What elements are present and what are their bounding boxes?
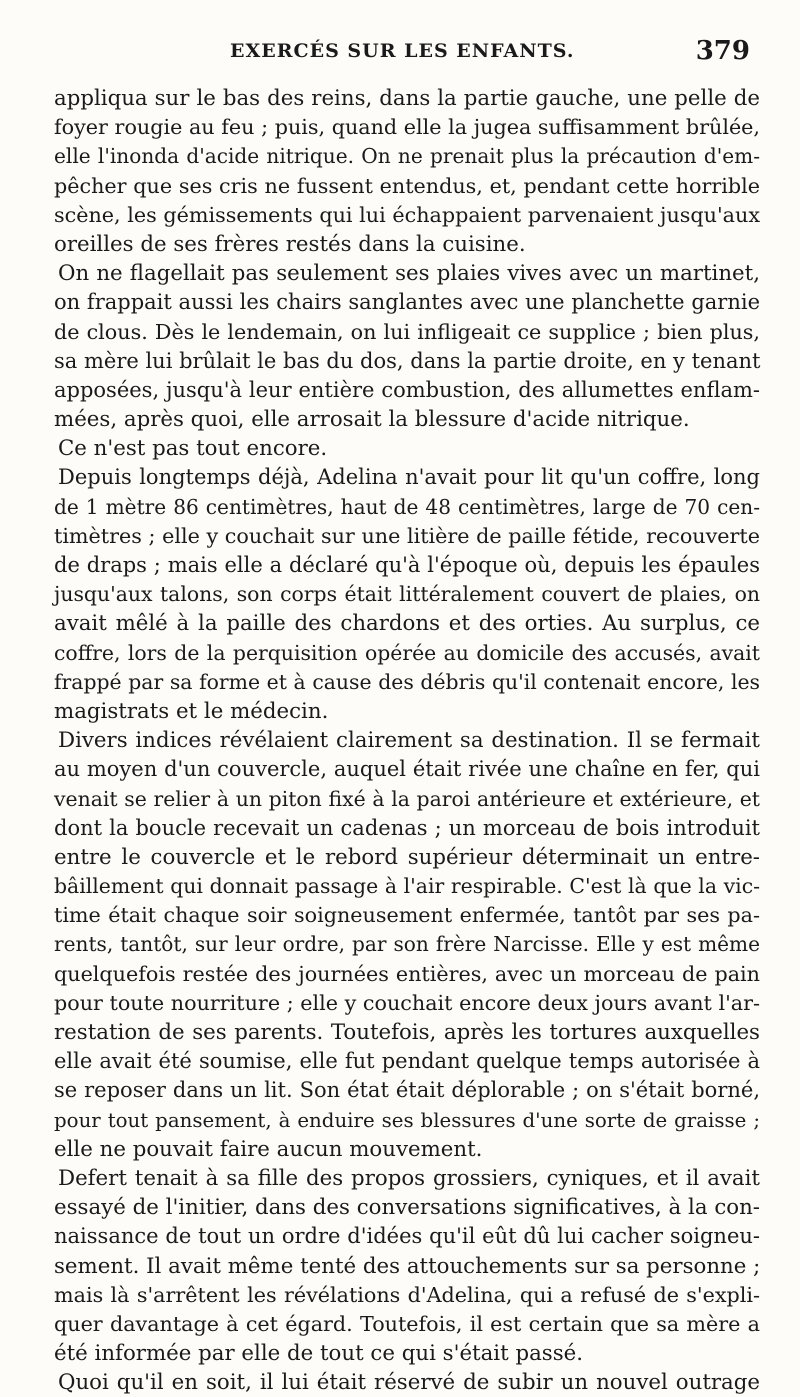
running-title: EXERCÉS SUR LES ENFANTS.: [230, 40, 575, 62]
text-line: dont la boucle recevait un cadenas ; un morceau de bois introduit: [54, 815, 760, 840]
text-line: sement. Il avait même tenté des attouchements sur sa personne ;: [54, 1253, 761, 1279]
page-header: [60, 36, 760, 76]
text-line: sa mère lui brûlait le bas du dos, dans la partie droite, en y tenant: [54, 348, 761, 373]
text-line: Depuis longtemps déjà, Adelina n'avait pour lit qu'un coffre, long: [58, 465, 760, 490]
text-line: frappé par sa forme et à cause des débris qu'il contenait encore, les: [54, 669, 760, 694]
text-line: appliqua sur le bas des reins, dans la partie gauche, une pelle de: [54, 86, 760, 111]
text-line: mées, après quoi, elle arrosait la blessure d'acide nitrique.: [54, 407, 690, 433]
text-line: essayé de l'initier, dans des conversations significatives, à la con-: [54, 1195, 760, 1221]
text-line: rents, tantôt, sur leur ordre, par son frère Narcisse. Elle y est même: [54, 932, 760, 957]
text-line: Defert tenait à sa fille des propos grossiers, cyniques, et il avait: [58, 1165, 760, 1191]
body-text: [54, 84, 760, 1397]
text-line: bâillement qui donnait passage à l'air respirable. C'est là que la vic-: [54, 874, 760, 899]
text-line: timètres ; elle y couchait sur une litière de paille fétide, recouverte: [54, 523, 760, 548]
text-line: elle avait été soumise, elle fut pendant quelque temps autorisée à: [54, 1049, 760, 1074]
text-line: coffre, lors de la perquisition opérée au domicile des accusés, avait: [54, 640, 760, 665]
text-line: on frappait aussi les chairs sanglantes avec une planchette garnie: [54, 290, 760, 315]
text-line: elle l'inonda d'acide nitrique. On ne prenait plus la précaution d'em-: [54, 144, 760, 169]
text-line: apposées, jusqu'à leur entière combustion, des allumettes enflam-: [54, 377, 760, 402]
text-line: scène, les gémissements qui lui échappaient parvenaient jusqu'aux: [54, 202, 760, 227]
text-line: time était chaque soir soigneusement enfermée, tantôt par ses pa-: [54, 903, 760, 928]
text-line: pêcher que ses cris ne fussent entendus, et, pendant cette horrible: [54, 173, 760, 198]
text-line: elle ne pouvait faire aucun mouvement.: [54, 1136, 483, 1162]
text-line: Quoi qu'il en soit, il lui était réservé de subir un nouvel outrage: [58, 1370, 760, 1396]
text-line: avait mêlé à la paille des chardons et des orties. Au surplus, ce: [54, 611, 760, 637]
text-line: quelquefois restée des journées entières, avec un morceau de pain: [54, 961, 760, 986]
text-line: au moyen d'un couvercle, auquel était rivée une chaîne en fer, qui: [54, 757, 760, 782]
text-line: Ce n'est pas tout encore.: [58, 436, 328, 462]
text-line: jusqu'aux talons, son corps était littéralement couvert de plaies, on: [54, 582, 760, 607]
page-number: 379: [695, 36, 750, 66]
text-line: pour toute nourriture ; elle y couchait encore deux jours avant l'ar-: [54, 990, 760, 1015]
text-line: entre le couvercle et le rebord supérieur déterminait un entre-: [54, 844, 760, 870]
text-line: foyer rougie au feu ; puis, quand elle la jugea suffisamment brûlée,: [54, 115, 760, 140]
text-line: quer davantage à cet égard. Toutefois, il est certain que sa mère a: [54, 1311, 760, 1336]
text-line: Divers indices révélaient clairement sa destination. Il se fermait: [58, 728, 760, 754]
text-line: été informée par elle de tout ce qui s'était passé.: [54, 1341, 584, 1367]
text-line: naissance de tout un ordre d'idées qu'il eût dû lui cacher soigneu-: [54, 1224, 760, 1249]
text-line: de 1 mètre 86 centimètres, haut de 48 centimètres, large de 70 cen-: [54, 494, 760, 519]
text-line: On ne flagellait pas seulement ses plaies vives avec un martinet,: [58, 261, 760, 287]
text-line: venait se relier à un piton fixé à la paroi antérieure et extérieure, et: [54, 786, 760, 811]
text-line: se reposer dans un lit. Son état était déplorable ; on s'était borné,: [54, 1078, 760, 1103]
text-line: de clous. Dès le lendemain, on lui infligeait ce supplice ; bien plus,: [54, 319, 760, 344]
text-line: mais là s'arrêtent les révélations d'Adelina, qui a refusé de s'expli-: [54, 1282, 760, 1307]
text-line: restation de ses parents. Toutefois, après les tortures auxquelles: [54, 1020, 760, 1045]
text-line: pour tout pansement, à enduire ses blessures d'une sorte de graisse ;: [54, 1108, 760, 1132]
text-line: de draps ; mais elle a déclaré qu'à l'époque où, depuis les épaules: [54, 553, 760, 577]
text-line: magistrats et le médecin.: [54, 698, 329, 724]
text-line: oreilles de ses frères restés dans la cuisine.: [54, 231, 526, 257]
